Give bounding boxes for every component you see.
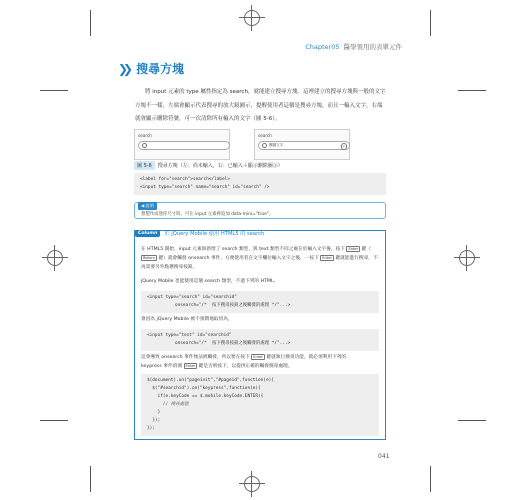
figure-caption-text: 搜尋方塊（左：尚未輸入，右：已輸入＋顯示刪除圖示） bbox=[157, 163, 283, 169]
registration-mark-icon bbox=[459, 250, 475, 266]
chapter-header bbox=[305, 42, 402, 51]
note-badge: ◀ 說明 bbox=[138, 202, 157, 210]
column-paragraph: 會因為 jQuery Mobile 被不預期地取用為， bbox=[141, 317, 233, 322]
search-demo-label: search bbox=[138, 133, 152, 138]
search-demo-input bbox=[138, 141, 230, 150]
code-line: if(e.keyCode == $.mobile.keyCode.ENTER){ bbox=[147, 394, 264, 399]
chapter-subtitle: 醫學領用的表單元件 bbox=[343, 43, 402, 51]
code-block bbox=[134, 173, 386, 195]
column-text: 在 HTML5 開始，input 元素與新增了 search 類型，與 text 類型不同之處在於輸入文字後，按下 bbox=[141, 247, 345, 252]
clear-icon: × bbox=[342, 144, 345, 148]
code-line: }); bbox=[147, 418, 161, 423]
code-line: <input type="search" id="searchid" bbox=[147, 295, 237, 300]
chapter-label: Chapter05 bbox=[305, 43, 340, 51]
figure-5-6 bbox=[134, 129, 350, 160]
crop-mark bbox=[458, 90, 486, 91]
column-text: keypress 事件偵測 bbox=[141, 364, 183, 369]
column-text: 鍵（ bbox=[361, 247, 372, 252]
search-demo-input bbox=[258, 141, 350, 150]
column-box bbox=[134, 230, 386, 440]
column-badge: Column bbox=[135, 230, 160, 237]
crop-mark bbox=[430, 10, 431, 36]
search-demo-empty bbox=[134, 129, 230, 160]
page-number: 041 bbox=[378, 453, 390, 460]
column-header bbox=[135, 230, 264, 237]
code-line: }); bbox=[147, 426, 155, 431]
column-text: 鍵）就會觸發 onsearch 事件，方便使用者在文字欄位輸入文字之後，一按下 bbox=[158, 256, 319, 261]
code-block bbox=[141, 291, 379, 313]
key-enter: Enter bbox=[253, 354, 263, 359]
key-enter: Enter bbox=[185, 363, 196, 368]
section-title-text: 搜尋方塊 bbox=[136, 62, 185, 76]
registration-mark-icon bbox=[244, 476, 260, 492]
code-line: } bbox=[147, 410, 161, 415]
code-line: <input type="text" id="searchid" bbox=[147, 333, 232, 338]
code-line: onsearch="/* 按下搜尋按鈕之後觸發的處理 */"...> bbox=[175, 303, 291, 308]
registration-mark-icon bbox=[244, 10, 260, 26]
column-text: 這會導致 onsearch 事件無法被觸發，所以要在按下 bbox=[141, 355, 250, 360]
code-line: $(document).on("pageinit","#pageid",function(e){ bbox=[147, 378, 274, 383]
crop-mark bbox=[458, 420, 486, 421]
magnifier-icon bbox=[262, 143, 267, 148]
column-text: 鍵就能進行搜尋，不再需要另外點選搜尋按鈕。 bbox=[141, 256, 378, 270]
key-enter: Enter bbox=[348, 246, 359, 251]
magnifier-icon bbox=[142, 143, 147, 148]
figure-caption bbox=[134, 161, 283, 170]
note-box bbox=[134, 202, 386, 219]
code-comment: // 搜尋處理 bbox=[147, 402, 189, 407]
column-text: 鍵就執行搜尋功能，就必須利用下列的 bbox=[266, 355, 347, 360]
key-enter: Enter bbox=[322, 255, 332, 260]
search-demo-value: 關鍵文字 bbox=[269, 143, 284, 147]
column-text: 鍵是否被按下，以提供正確的觸發搜尋處理。 bbox=[198, 364, 293, 369]
crop-mark bbox=[40, 420, 68, 421]
search-demo-label: search bbox=[258, 133, 272, 138]
column-paragraph bbox=[141, 245, 379, 272]
code-line: <label for="search">search</label> bbox=[140, 177, 230, 182]
registration-mark-icon bbox=[47, 250, 63, 266]
note-text: 想製作成迷你尺寸時，可在 input 元素裡追加 data-mini="true"。 bbox=[141, 212, 274, 217]
crop-mark bbox=[40, 90, 68, 91]
column-paragraph bbox=[141, 353, 379, 371]
column-title: 於 jQuery Mobile 使用 HTML5 的 search bbox=[164, 231, 265, 237]
search-demo-filled bbox=[254, 129, 350, 160]
crop-mark bbox=[90, 466, 91, 492]
crop-mark bbox=[90, 10, 91, 36]
key-return: Return bbox=[143, 255, 155, 260]
section-title bbox=[118, 60, 184, 77]
crop-mark bbox=[430, 466, 431, 492]
code-line: $("#searchid").on("keypress",function(e){ bbox=[147, 386, 261, 391]
figure-tag: 圖 5-6 bbox=[134, 161, 155, 170]
body-paragraph: 將 input 元素的 type 屬性指定為 search，就能建立搜尋方塊。這裡建立的搜尋方塊與一般的文字方塊不一樣，左端會顯示代表搜尋的放大鏡圖示，提醒使用者這個是搜尋方塊，而且一輸入文字，右端就會顯示刪除符號，可一次清除所有輸入的文字（圖 5-6）。 bbox=[135, 89, 386, 122]
code-block bbox=[141, 374, 379, 436]
double-chevron-icon: ❯❯ bbox=[118, 61, 129, 76]
code-line: <input type="search" name="search" id="search" /> bbox=[140, 185, 270, 190]
column-paragraph: jQuery Mobile 也能使用這個 search 類型，不過下列的 HTML， bbox=[141, 279, 279, 284]
code-block bbox=[141, 329, 379, 351]
code-line: onsearch="/* 按下搜尋按鈕之後觸發的處理 */"...> bbox=[175, 341, 291, 346]
